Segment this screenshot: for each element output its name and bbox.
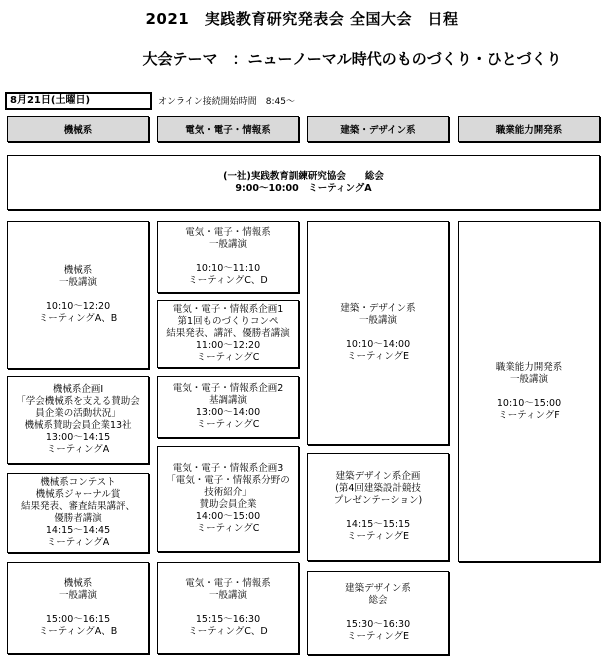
column-header-denki: 電気・電子・情報系 — [157, 116, 299, 142]
kikai-session-4 — [7, 562, 149, 654]
session-room: ミーティングC — [196, 419, 260, 430]
session-time: 13:00～14:15 — [45, 432, 111, 443]
session-room: ミーティングC、D — [188, 626, 268, 637]
session-time: 15:30～16:30 — [345, 619, 411, 630]
kenchiku-session-1 — [307, 221, 449, 445]
session-name: 機械系 — [63, 265, 93, 276]
session-room: ミーティングC、D — [188, 275, 268, 286]
session-type: 一般講演 — [358, 315, 397, 326]
session-line: 建築デザイン系企画 — [335, 471, 421, 482]
session-line: プレゼンテーション) — [333, 495, 423, 506]
session-time: 14:15～14:45 — [45, 525, 111, 536]
session-name: 機械系 — [63, 578, 93, 589]
session-line: 電気・電子・情報系企画2 — [172, 383, 284, 394]
session-time: 15:15～16:30 — [195, 614, 261, 625]
plenary-title: (一社)実践教育訓練研究協会 総会 — [223, 170, 384, 182]
session-room: ミーティングA、B — [38, 313, 118, 324]
session-line: 賛助会員企業 — [199, 499, 257, 510]
kikai-session-2 — [7, 376, 149, 464]
session-time: 10:10～14:00 — [345, 339, 411, 350]
denki-session-3 — [157, 376, 299, 438]
column-header-kikai: 機械系 — [7, 116, 149, 142]
session-line: 機械系コンテスト — [40, 477, 116, 488]
session-room: ミーティングA — [46, 537, 110, 548]
session-time: 10:10～12:20 — [45, 301, 111, 312]
session-room: ミーティングE — [346, 351, 410, 362]
session-type: 一般講演 — [58, 277, 97, 288]
session-time: 10:10～15:00 — [496, 397, 562, 409]
kikai-session-1 — [7, 221, 149, 369]
session-line: 結果発表、講評、優勝者講演 — [166, 328, 290, 339]
session-room: ミーティングC — [196, 523, 260, 534]
session-time: 10:10～11:10 — [195, 263, 261, 274]
session-line: 「電気・電子・情報系分野の — [166, 475, 290, 486]
session-type: 一般講演 — [509, 373, 548, 385]
session-line: 技術紹介」 — [204, 487, 252, 498]
session-line: 優勝者講演 — [54, 513, 102, 524]
session-name: 建築・デザイン系 — [340, 303, 416, 314]
session-line: 電気・電子・情報系企画3 — [172, 463, 284, 474]
session-line: 第1回ものづくりコンペ — [177, 316, 279, 327]
session-time: 11:00～12:20 — [195, 340, 261, 351]
column-header-kenchiku: 建築・デザイン系 — [307, 116, 449, 142]
shokugyo-session-1 — [458, 221, 600, 562]
session-line: 基調講演 — [208, 395, 247, 406]
session-name: 電気・電子・情報系 — [185, 578, 271, 589]
session-time: 13:00～14:00 — [195, 407, 261, 418]
plenary-time-room: 9:00～10:00 ミーティングA — [235, 182, 372, 194]
session-room: ミーティングC — [196, 352, 260, 363]
session-line: 機械系賛助会員企業13社 — [24, 420, 132, 431]
session-line: 機械系ジャーナル賞 — [35, 489, 121, 500]
session-type: 総会 — [368, 595, 388, 606]
session-time: 15:00～16:15 — [45, 614, 111, 625]
session-line: 電気・電子・情報系企画1 — [172, 304, 284, 315]
kenchiku-session-3 — [307, 571, 449, 655]
session-type: 一般講演 — [208, 590, 247, 601]
conference-theme: 大会テーマ ：ニューノーマル時代のものづくり・ひとづくり — [142, 50, 562, 68]
session-line: 「学会機械系を支える賛助会 — [16, 396, 140, 407]
page-title: 2021 実践教育研究発表会 全国大会 日程 — [145, 10, 459, 28]
event-date: 8月21日(土曜日) — [5, 92, 152, 110]
kikai-session-3 — [7, 473, 149, 553]
session-room: ミーティングF — [498, 409, 560, 421]
plenary-session — [7, 155, 600, 210]
session-room: ミーティングA — [46, 444, 110, 455]
session-room: ミーティングE — [346, 531, 410, 542]
kenchiku-session-2 — [307, 453, 449, 561]
session-line: (第4回建築設計競技 — [335, 483, 421, 494]
column-header-shokugyo: 職業能力開発系 — [458, 116, 600, 142]
denki-session-2 — [157, 300, 299, 368]
session-name: 職業能力開発系 — [495, 361, 563, 373]
session-time: 14:15～15:15 — [345, 519, 411, 530]
session-name: 建築デザイン系 — [345, 583, 411, 594]
denki-session-4 — [157, 446, 299, 552]
session-type: 一般講演 — [208, 239, 247, 250]
session-room: ミーティングE — [346, 631, 410, 642]
session-type: 一般講演 — [58, 590, 97, 601]
session-line: 員企業の活動状況」 — [35, 408, 121, 419]
denki-session-1 — [157, 221, 299, 293]
denki-session-5 — [157, 562, 299, 654]
session-line: 結果発表、審査結果講評、 — [20, 501, 135, 512]
online-start-time: オンライン接続開始時間 8:45～ — [158, 97, 295, 107]
session-time: 14:00～15:00 — [195, 511, 261, 522]
session-name: 電気・電子・情報系 — [185, 227, 271, 238]
session-room: ミーティングA、B — [38, 626, 118, 637]
session-line: 機械系企画Ⅰ — [52, 384, 104, 395]
